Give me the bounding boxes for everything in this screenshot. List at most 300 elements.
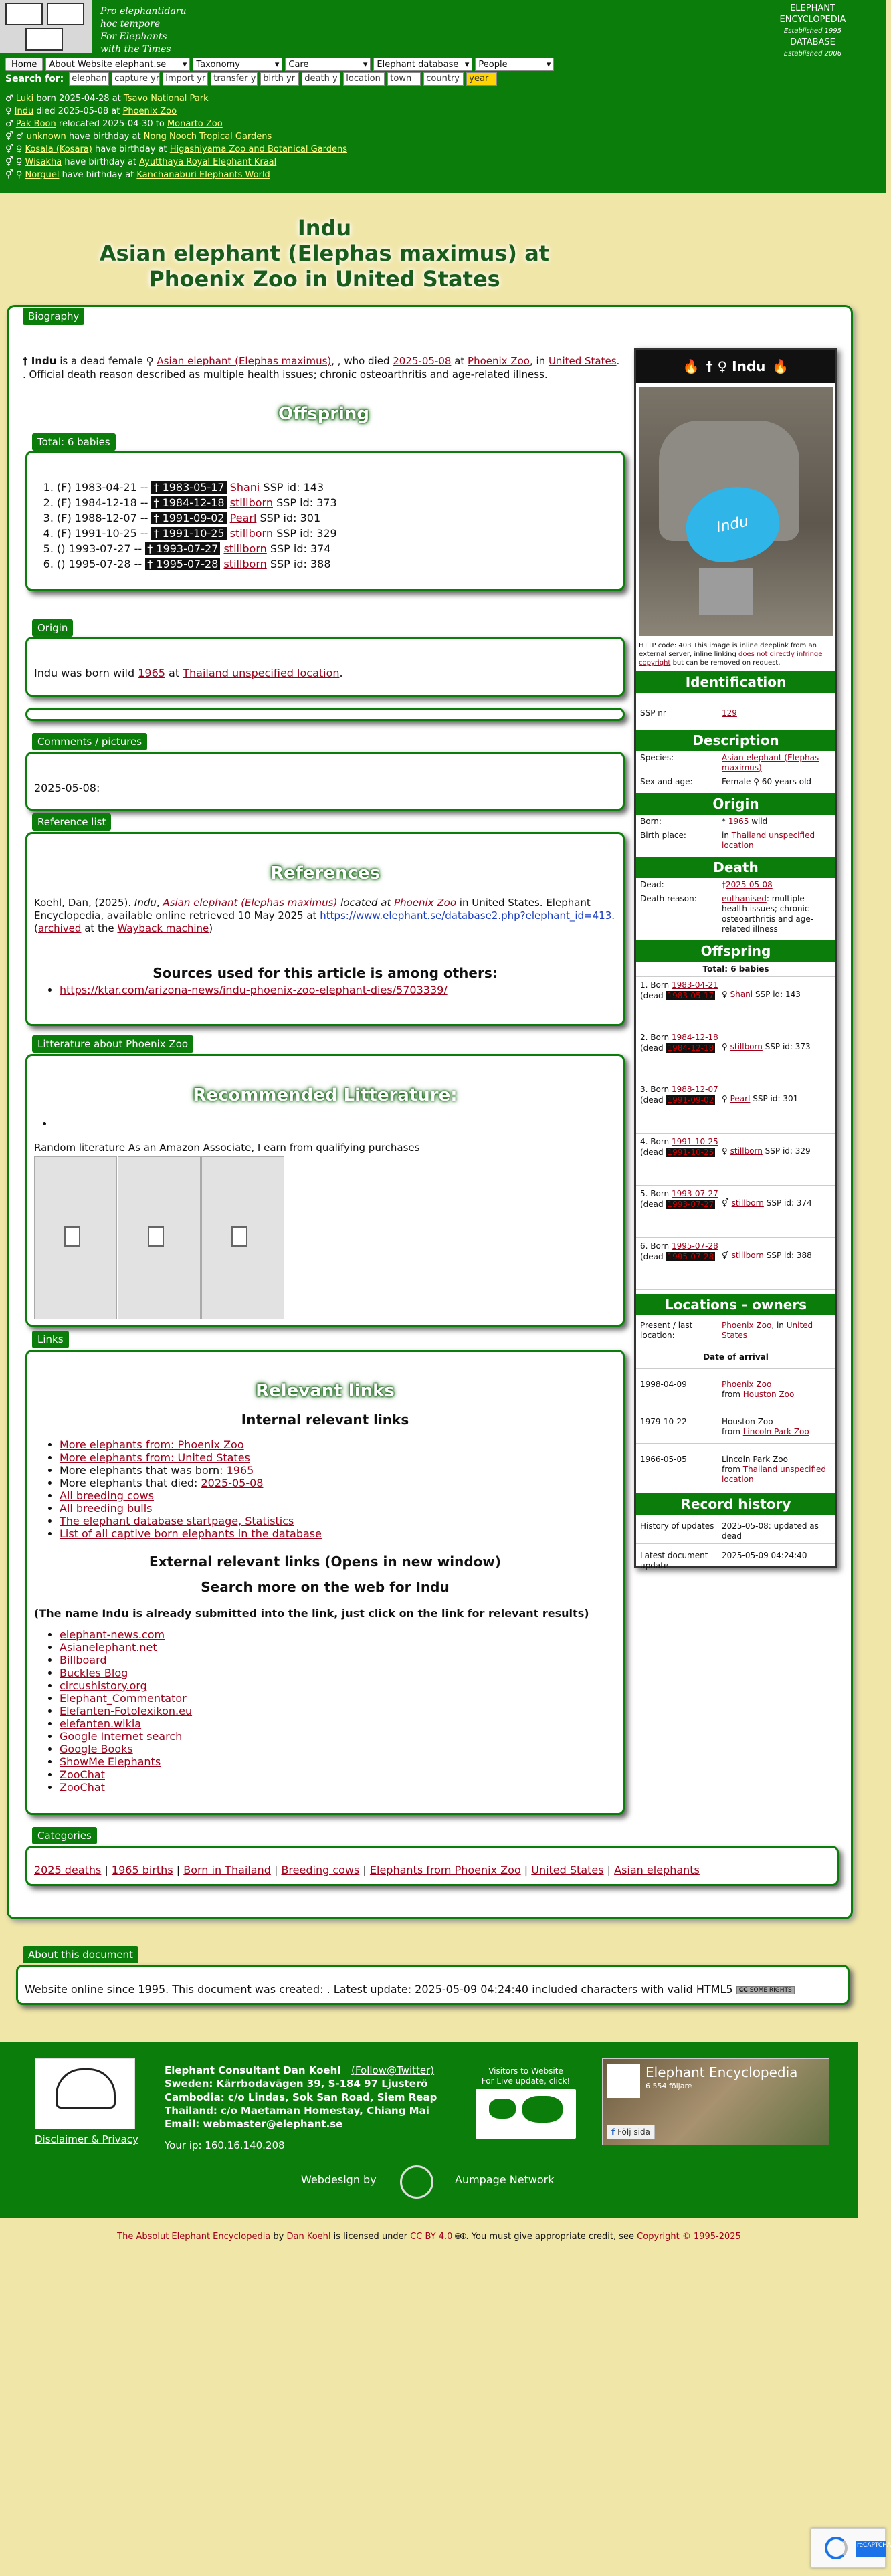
broken-image-icon <box>64 1226 80 1247</box>
email-text: Email: webmaster@elephant.se <box>165 2118 343 2130</box>
nav-select-taxonomy[interactable] <box>193 58 282 71</box>
book-thumbnail[interactable] <box>201 1156 284 1319</box>
om-symbol-icon[interactable] <box>400 2165 433 2199</box>
citation-text: ) <box>209 922 213 934</box>
search-import-year-input[interactable]: import yr <box>163 72 208 86</box>
photo-note-text: HTTP code: 403 This image is inline deeplink from an external server, inline linking <box>639 642 817 658</box>
select-label: Care <box>288 59 309 70</box>
search-capture-year-input[interactable]: capture yr <box>112 72 160 86</box>
news-place-link[interactable]: Phoenix Zoo <box>122 106 177 116</box>
list-item <box>60 1768 192 1781</box>
search-elephant-input[interactable]: elephan <box>69 72 109 86</box>
ip-text: Your ip: 160.16.140.208 <box>165 2139 285 2151</box>
dead-marker: † <box>23 355 31 367</box>
news-item <box>5 92 347 105</box>
species-link[interactable]: Asian elephant (Elephas maximus) <box>157 355 332 367</box>
internal-link[interactable]: All breeding cows <box>60 1489 154 1502</box>
birth-year-link[interactable]: 1965 <box>138 667 165 679</box>
separator: | <box>603 1864 615 1876</box>
external-link[interactable]: Billboard <box>60 1654 107 1667</box>
offspring-date-link[interactable]: 1995-07-28 <box>671 1241 718 1251</box>
offspring-link[interactable]: Shani <box>730 990 753 999</box>
site-header <box>0 0 886 193</box>
origin-text-part: . <box>339 667 343 679</box>
home-button[interactable]: Home <box>5 58 43 71</box>
from-location-link[interactable]: Thailand unspecified location <box>722 1465 827 1484</box>
category-link[interactable]: United States <box>531 1864 604 1876</box>
record-history-heading: Record history <box>636 1493 835 1515</box>
origin-text <box>34 667 343 679</box>
arrival-heading: Date of arrival <box>636 1343 835 1369</box>
internal-link[interactable]: 2025-05-08 <box>201 1477 264 1489</box>
title-line: Indu <box>297 215 352 241</box>
established-text: Established 2006 <box>783 50 842 58</box>
offspring-birth: () 1995-07-28 -- <box>57 558 146 570</box>
internal-link[interactable]: The elephant database startpage, Statistics <box>60 1515 294 1527</box>
news-elephant-link[interactable]: Luki <box>15 94 34 104</box>
news-text: have birthday at <box>62 157 140 167</box>
copyright-link[interactable]: Copyright © 1995-2025 <box>637 2232 741 2242</box>
tab-links: Links <box>32 1331 69 1348</box>
species-row <box>636 751 835 775</box>
category-link[interactable]: Born in Thailand <box>183 1864 271 1876</box>
torch-icon: 🔥 <box>772 358 789 374</box>
offspring-ssp: SSP id: 301 <box>256 512 321 524</box>
news-elephant-link[interactable]: Kosala (Kosara) <box>25 144 92 154</box>
offspring-list <box>27 479 623 572</box>
tab-origin: Origin <box>32 619 73 637</box>
comment-text: 2025-05-08: <box>34 782 100 794</box>
external-link[interactable]: ShowMe Elephants <box>60 1755 161 1768</box>
identification-heading: Identification <box>636 671 835 693</box>
recaptcha-badge[interactable] <box>811 2528 891 2568</box>
latest-update-row <box>636 1544 835 1573</box>
location-row <box>636 1444 835 1489</box>
search-transfer-year-input[interactable]: transfer y <box>211 72 258 86</box>
news-place-link[interactable]: Higashiyama Zoo and Botanical Gardens <box>169 144 348 154</box>
fb-page-title: Elephant Encyclopedia <box>646 2064 798 2080</box>
description-heading: Description <box>636 730 835 751</box>
infobox-offspring-item: 1. Born 1983-04-21 (dead 1983-05-17 ♀ Shani SSP id: 143 <box>636 977 835 1029</box>
recaptcha-icon <box>825 2537 848 2559</box>
news-elephant-link[interactable]: Norguel <box>25 170 60 180</box>
external-link[interactable]: Buckles Blog <box>60 1667 128 1679</box>
web-search-heading: Search more on the web for Indu <box>201 1579 450 1595</box>
list-item <box>57 556 623 572</box>
offspring-ssp: SSP id: 301 <box>750 1094 799 1103</box>
birth-place-link[interactable]: Thailand unspecified location <box>183 667 340 679</box>
site-name: ELEPHANT <box>790 3 835 13</box>
offspring-link[interactable]: stillborn <box>730 1042 763 1051</box>
logo-elephant-icon <box>25 28 63 51</box>
references-panel <box>25 832 625 1026</box>
gender-icon: ⚥ ♀ <box>5 170 25 180</box>
from-text: from <box>722 1465 743 1474</box>
offspring-date-link[interactable]: 1993-07-27 <box>671 1189 718 1198</box>
news-place-link[interactable]: Nong Nooch Tropical Gardens <box>143 132 272 142</box>
offspring-birth: (F) 1991-10-25 -- <box>57 527 152 540</box>
company-name: Elephant Consultant Dan Koehl <box>165 2064 341 2076</box>
category-link[interactable]: Elephants from Phoenix Zoo <box>369 1864 521 1876</box>
about-text <box>25 1983 795 1996</box>
logo-elephant-icon <box>5 3 43 25</box>
offspring-total: Total: 6 babies <box>636 962 835 977</box>
origin-text-part: at <box>165 667 183 679</box>
by-icon: 🅯 <box>460 2232 466 2242</box>
external-links-heading: External relevant links (Opens in new window) <box>148 1553 502 1570</box>
site-footer <box>0 2042 858 2218</box>
list-item <box>60 1679 192 1692</box>
list-item <box>60 1730 192 1743</box>
offspring-number: 1. Born <box>640 980 672 990</box>
dead-label: (dead <box>640 1043 666 1053</box>
location-text: Houston Zoo <box>722 1417 773 1426</box>
list-item <box>60 1628 192 1641</box>
offspring-link[interactable]: Shani <box>229 481 260 494</box>
dead-label: (dead <box>640 1252 666 1261</box>
cc-badge[interactable] <box>736 1986 795 1994</box>
offspring-dead-date: 1995-07-28 <box>667 1252 714 1261</box>
visitors-text: Visitors to Website <box>488 2066 563 2076</box>
species-link[interactable]: Asian elephant (Elephas maximus) <box>722 753 819 772</box>
copyright-link[interactable]: does not directly infringe copyright <box>639 651 823 667</box>
from-location-link[interactable]: Lincoln Park Zoo <box>742 1427 809 1436</box>
book-thumbnail[interactable] <box>34 1156 117 1319</box>
category-link[interactable]: 2025 deaths <box>34 1864 102 1876</box>
news-elephant-link[interactable]: unknown <box>26 132 66 142</box>
born-label: Born: <box>640 817 662 826</box>
list-item <box>54 1117 58 1130</box>
title-line: Phoenix Zoo in United States <box>148 266 500 292</box>
country-link[interactable]: United States <box>548 355 617 367</box>
external-link[interactable]: ZooChat <box>60 1768 105 1781</box>
news-item <box>5 105 347 118</box>
elephant-photo[interactable] <box>639 387 833 636</box>
bio-text: at <box>451 355 468 367</box>
license-text: . You must give appropriate credit, see <box>466 2232 637 2242</box>
offspring-ssp: SSP id: 329 <box>272 527 337 540</box>
search-year-input[interactable]: year <box>466 72 497 86</box>
tab-comments: Comments / pictures <box>32 733 147 750</box>
news-elephant-link[interactable]: Wisakha <box>25 157 62 167</box>
links-panel <box>25 1350 625 1815</box>
location-text: Lincoln Park Zoo <box>722 1455 788 1464</box>
aumpage-network[interactable]: Aumpage Network <box>455 2173 555 2186</box>
source-link[interactable]: https://ktar.com/arizona-news/indu-phoenix-zoo-elephant-dies/5703339/ <box>60 984 448 996</box>
wayback-link[interactable]: Wayback machine <box>117 922 209 934</box>
birth-place-row <box>636 829 835 853</box>
offspring-birth: (F) 1988-12-07 -- <box>57 512 152 524</box>
site-name: DATABASE <box>790 37 835 47</box>
arrival-date: 1998-04-09 <box>640 1380 687 1389</box>
zoo-link[interactable]: Phoenix Zoo <box>468 355 530 367</box>
list-item <box>57 526 623 541</box>
list-item <box>60 1464 322 1477</box>
list-item <box>60 1781 192 1794</box>
chevron-down-icon: ▾ <box>274 59 280 70</box>
license-link[interactable]: CC BY 4.0 <box>410 2232 453 2242</box>
motto-line: with the Times <box>100 44 171 55</box>
address-line: Sweden: Kärrbodavägen 39, S-184 97 Ljusterö <box>165 2078 428 2090</box>
external-link[interactable]: elefanten.wikia <box>60 1717 142 1730</box>
tab-literature: Litterature about Phoenix Zoo <box>32 1035 193 1053</box>
separator: | <box>270 1864 282 1876</box>
news-list <box>5 92 347 181</box>
offspring-dead-date: 1993-07-27 <box>667 1200 714 1209</box>
euthanised-link[interactable]: euthanised <box>722 894 767 903</box>
offspring-death: † 1991-10-25 <box>151 527 226 540</box>
facebook-icon: f <box>611 2127 615 2137</box>
literature-heading: Recommended Litterature: <box>193 1085 458 1105</box>
photo-note-text: but can be removed on request. <box>670 659 781 667</box>
offspring-link[interactable]: stillborn <box>223 558 267 570</box>
birth-place-link[interactable]: Thailand unspecified location <box>722 831 815 850</box>
nav-select-people[interactable] <box>475 58 554 71</box>
offspring-link[interactable]: stillborn <box>229 496 273 509</box>
offspring-ssp: SSP id: 374 <box>266 542 331 555</box>
origin-panel <box>25 637 625 697</box>
categories-panel <box>25 1846 839 1886</box>
citation-species-link[interactable]: Asian elephant (Elephas maximus) <box>163 897 338 909</box>
infobox-title <box>636 350 835 383</box>
internal-link[interactable]: 1965 <box>226 1464 254 1477</box>
tab-categories: Categories <box>32 1827 97 1844</box>
location-row <box>636 1406 835 1444</box>
present-country-link[interactable]: United States <box>722 1321 813 1340</box>
list-item <box>60 1755 192 1768</box>
tab-biography: Biography <box>23 308 84 325</box>
footer-elephant-logo[interactable] <box>35 2058 135 2129</box>
news-place-link[interactable]: Ayutthaya Royal Elephant Kraal <box>139 157 277 167</box>
external-link[interactable]: Asianelephant.net <box>60 1641 157 1654</box>
offspring-date-link[interactable]: 1988-12-07 <box>671 1085 718 1094</box>
list-item <box>60 984 448 996</box>
infobox-offspring-item: 2. Born 1984-12-18 (dead 1984-12-18 ♀ stillborn SSP id: 373 <box>636 1029 835 1081</box>
offspring-date-link[interactable]: 1983-04-21 <box>671 980 718 990</box>
dead-label: (dead <box>640 1200 666 1209</box>
sex-label: Sex and age: <box>640 777 693 786</box>
site-motto <box>100 5 187 56</box>
gender-icon: ♀ <box>5 106 15 116</box>
disclaimer-link[interactable]: Disclaimer & Privacy <box>35 2133 138 2145</box>
history-row <box>636 1515 835 1544</box>
chevron-down-icon: ▾ <box>546 59 551 70</box>
news-text: relocated 2025-04-30 to <box>56 119 167 129</box>
news-elephant-link[interactable]: Indu <box>14 106 34 116</box>
search-death-year-input[interactable]: death y <box>302 72 340 86</box>
list-item <box>60 1477 322 1489</box>
separator: | <box>173 1864 184 1876</box>
latest-update-value: 2025-05-09 04:24:40 <box>722 1551 807 1560</box>
offspring-link[interactable]: Pearl <box>229 512 257 524</box>
site-name: ENCYCLOPEDIA <box>779 15 846 25</box>
category-link[interactable]: 1965 births <box>111 1864 173 1876</box>
external-link[interactable]: Elephant_Commentator <box>60 1692 187 1705</box>
offspring-link[interactable]: Pearl <box>730 1094 751 1103</box>
twitter-link[interactable]: (Follow@Twitter) <box>351 2064 435 2076</box>
search-birth-year-input[interactable]: birth yr <box>260 72 299 86</box>
fb-follow-label: Följ sida <box>617 2127 650 2137</box>
citation-url-link[interactable]: https://www.elephant.se/database2.php?elephant_id=413 <box>320 909 612 922</box>
offspring-link[interactable]: stillborn <box>223 542 267 555</box>
tab-offspring-total: Total: 6 babies <box>32 433 116 451</box>
external-link[interactable]: ZooChat <box>60 1781 105 1794</box>
contact-block <box>165 2064 437 2152</box>
offspring-ssp: SSP id: 143 <box>753 990 801 999</box>
chevron-down-icon: ▾ <box>182 59 187 70</box>
news-place-link[interactable]: Kanchanaburi Elephants World <box>136 170 270 180</box>
offspring-number: 2. Born <box>640 1033 672 1042</box>
origin-text-part: Indu was born wild <box>34 667 138 679</box>
offspring-date-link[interactable]: 1984-12-18 <box>671 1033 718 1042</box>
site-name-block[interactable] <box>742 3 883 60</box>
list-item <box>60 1502 322 1515</box>
from-text: from <box>722 1427 743 1436</box>
about-text-part: Website online since 1995. This document was created: . Latest update: 2025-05-09 04:24:40 included characters with valid HTML5 <box>25 1983 733 1996</box>
search-town-input[interactable]: town <box>387 72 421 86</box>
offspring-ssp: SSP id: 373 <box>272 496 337 509</box>
dead-label: Dead: <box>640 880 664 889</box>
history-value: 2025-05-08: updated as dead <box>722 1521 819 1541</box>
photo-note <box>636 636 835 667</box>
gender-icon: ♂ <box>5 94 16 104</box>
born-year-link[interactable]: 1965 <box>728 817 749 826</box>
news-text: have birthday at <box>92 144 170 154</box>
external-link[interactable]: Elefanten-Fotolexikon.eu <box>60 1705 193 1717</box>
list-item <box>60 1743 192 1755</box>
internal-link[interactable]: List of all captive born elephants in the database <box>60 1527 322 1540</box>
external-link[interactable]: elephant-news.com <box>60 1628 165 1641</box>
tab-references: Reference list <box>32 813 111 831</box>
motto-line: For Elephants <box>100 31 167 42</box>
reference-citation <box>34 897 616 935</box>
offspring-dead-date: 1991-09-02 <box>667 1095 714 1105</box>
nav-select-database[interactable] <box>373 58 472 71</box>
news-place-link[interactable]: Monarto Zoo <box>167 119 223 129</box>
offspring-number: 3. Born <box>640 1085 672 1094</box>
list-item <box>60 1489 322 1502</box>
offspring-ssp: SSP id: 388 <box>763 1251 812 1260</box>
internal-link[interactable]: All breeding bulls <box>60 1502 153 1515</box>
sex-value: Female ♀ 60 years old <box>722 777 812 786</box>
category-link[interactable]: Breeding cows <box>281 1864 360 1876</box>
tab-about-document: About this document <box>23 1946 138 1963</box>
fb-page-avatar <box>607 2064 640 2098</box>
born-prefix: * <box>722 817 728 826</box>
history-label: History of updates <box>640 1521 714 1531</box>
offspring-link[interactable]: stillborn <box>731 1251 764 1260</box>
external-link[interactable]: Google Books <box>60 1743 133 1755</box>
search-location-input[interactable]: location <box>343 72 385 86</box>
site-logo[interactable] <box>0 0 92 53</box>
visitor-widget[interactable] <box>472 2066 579 2139</box>
offspring-dead-date: 1991-10-25 <box>667 1148 714 1157</box>
webdesign-label: Webdesign by <box>301 2173 377 2186</box>
offspring-date-link[interactable]: 1991-10-25 <box>671 1137 718 1146</box>
address-line: Thailand: c/o Maetaman Homestay, Chiang Mai <box>165 2105 429 2117</box>
author-link[interactable]: Dan Koehl <box>286 2232 331 2242</box>
present-location-label: Present / last location: <box>640 1321 693 1340</box>
death-date-link[interactable]: 2025-05-08 <box>726 880 773 889</box>
gender-icon: ⚥ ♀ <box>5 144 25 154</box>
fb-follow-button[interactable] <box>607 2125 655 2139</box>
list-item <box>57 541 623 556</box>
list-item <box>60 1654 192 1667</box>
archived-link[interactable]: archived <box>37 922 82 934</box>
license-text: is licensed under <box>330 2232 411 2242</box>
place-prefix: in <box>722 831 732 840</box>
offspring-ssp: SSP id: 329 <box>762 1146 811 1156</box>
offspring-birth: (F) 1984-12-18 -- <box>57 496 152 509</box>
facebook-widget[interactable] <box>602 2058 829 2145</box>
ssp-link[interactable]: 129 <box>722 708 737 718</box>
offspring-link[interactable]: stillborn <box>229 527 273 540</box>
nav-select-care[interactable] <box>285 58 371 71</box>
nav-select-about[interactable] <box>45 58 190 71</box>
citation-zoo-link[interactable]: Phoenix Zoo <box>394 897 457 909</box>
death-date-link[interactable]: 2025-05-08 <box>393 355 452 367</box>
select-label: Elephant database <box>377 59 459 70</box>
citation-text: Koehl, Dan, (2025). <box>34 897 134 909</box>
news-place-link[interactable]: Tsavo National Park <box>123 94 209 104</box>
select-label: Taxonomy <box>196 59 240 70</box>
offspring-ssp: SSP id: 143 <box>260 481 324 494</box>
news-item <box>5 156 347 169</box>
list-item <box>60 1667 192 1679</box>
offspring-link[interactable]: stillborn <box>731 1198 764 1208</box>
present-location-row <box>636 1315 835 1343</box>
offspring-heading: Offspring <box>278 404 370 424</box>
amazon-note: Random literature As an Amazon Associate, I earn from qualifying purchases <box>34 1142 420 1154</box>
internal-links-heading: Internal relevant links <box>241 1412 409 1428</box>
license-text: by <box>270 2232 287 2242</box>
world-map-icon <box>476 2089 576 2139</box>
list-item <box>60 1438 322 1451</box>
web-search-note: (The name Indu is already submitted into the link, just click on the link for relevant results) <box>34 1607 589 1620</box>
born-row <box>636 815 835 829</box>
news-elephant-link[interactable]: Pak Boon <box>15 119 56 129</box>
offspring-number: 5. Born <box>640 1189 672 1198</box>
offspring-link[interactable]: stillborn <box>730 1146 763 1156</box>
location-row <box>636 1369 835 1406</box>
search-country-input[interactable]: country <box>423 72 464 86</box>
present-location-link[interactable]: Phoenix Zoo <box>722 1321 772 1330</box>
external-link[interactable]: Google Internet search <box>60 1730 183 1743</box>
offspring-dead-date: 1983-05-17 <box>667 991 714 1000</box>
book-thumbnail[interactable] <box>118 1156 201 1319</box>
sex-age-row <box>636 775 835 789</box>
elephant-name: Indu <box>31 355 57 367</box>
news-item <box>5 169 347 181</box>
motto-line: Pro elephantidaru <box>100 6 187 17</box>
arrival-date: 1979-10-22 <box>640 1417 687 1426</box>
search-bar <box>5 72 497 86</box>
category-link[interactable]: Asian elephants <box>614 1864 700 1876</box>
title-line: Asian elephant (Elephas maximus) at <box>99 241 550 266</box>
address-line: Cambodia: c/o Lindas, Sok San Road, Siem Reap <box>165 2091 437 2103</box>
work-link[interactable]: The Absolut Elephant Encyclopedia <box>117 2232 271 2242</box>
offspring-birth: () 1993-07-27 -- <box>57 542 146 555</box>
offspring-death: † 1984-12-18 <box>151 496 226 509</box>
bio-text: , in <box>529 355 549 367</box>
internal-link[interactable]: More elephants from: United States <box>60 1451 250 1464</box>
about-panel <box>16 1965 850 2005</box>
from-location-link[interactable]: Houston Zoo <box>742 1390 795 1399</box>
external-link[interactable]: circushistory.org <box>60 1679 147 1692</box>
references-heading: References <box>270 863 381 883</box>
location-link[interactable]: Phoenix Zoo <box>722 1380 772 1389</box>
internal-link[interactable]: More elephants from: Phoenix Zoo <box>60 1438 244 1451</box>
